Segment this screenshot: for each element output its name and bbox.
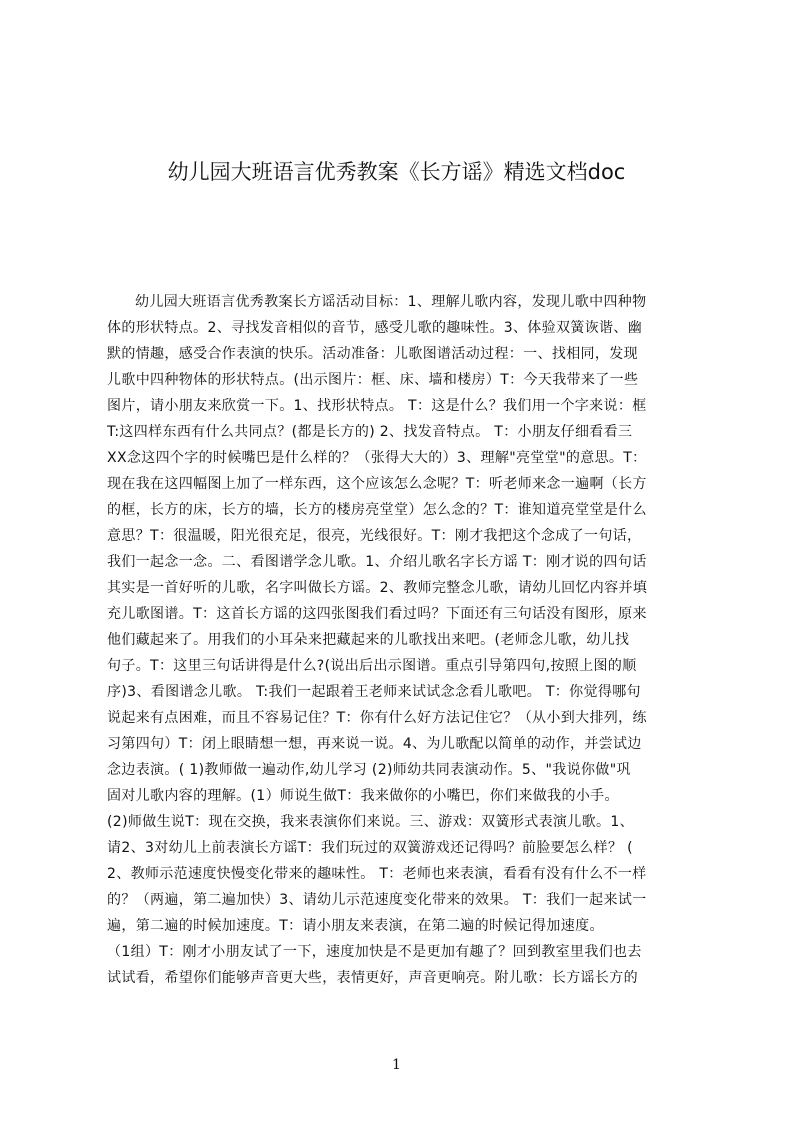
paragraph-line: 遍，第二遍的时候加速度。T：请小朋友来表演，在第二遍的时候记得加速度。 — [107, 918, 604, 934]
paragraph-line: 的框，长方的床，长方的墙，长方的楼房亮堂堂）怎么念的？T：谁知道亮堂堂是什么 — [107, 502, 647, 518]
paragraph-line: 意思？T：很温暖，阳光很充足，很亮，光线很好。T：刚才我把这个念成了一句话， — [107, 528, 642, 544]
paragraph-line: 说起来有点困难，而且不容易记住？T：你有什么好方法记住它？（从小到大排列，练 — [107, 710, 647, 726]
paragraph-line: 他们藏起来了。用我们的小耳朵来把藏起来的儿歌找出来吧。(老师念儿歌，幼儿找 — [107, 632, 630, 648]
paragraph-line: 的？（两遍，第二遍加快）3、请幼儿示范速度变化带来的效果。 T：我们一起来试一 — [107, 892, 647, 908]
paragraph-line: 默的情趣，感受合作表演的快乐。活动准备：儿歌图谱活动过程：一、找相同，发现 — [107, 346, 638, 362]
paragraph-line: T:这四样东西有什么共同点？(都是长方的) 2、找发音特点。 T：小朋友仔细看看三 — [107, 424, 633, 440]
paragraph-line: 现在我在这四幅图上加了一样东西，这个应该怎么念呢？T：听老师来念一遍啊（长方 — [107, 476, 647, 492]
paragraph-line: 体的形状特点。2、寻找发音相似的音节，感受儿歌的趣味性。3、体验双簧诙谐、幽 — [107, 320, 643, 336]
paragraph-line: 我们一起念一念。二、看图谱学念儿歌。1、介绍儿歌名字长方谣 T：刚才说的四句话 — [107, 554, 647, 570]
paragraph-line: 图片，请小朋友来欣赏一下。1、找形状特点。 T：这是什么？我们用一个字来说：框 — [107, 398, 647, 414]
paragraph-line: XX念这四个字的时候嘴巴是什么样的？（张得大大的）3、理解"亮堂堂"的意思。T： — [107, 450, 647, 466]
paragraph-line: 句子。T：这里三句话讲得是什么?(说出后出示图谱。重点引导第四句,按照上图的顺 — [107, 658, 637, 674]
paragraph-line: 儿歌中四种物体的形状特点。(出示图片：框、床、墙和楼房）T：今天我带来了一些 — [107, 372, 639, 388]
paragraph-line: 试试看，希望你们能够声音更大些，表情更好，声音更响亮。附儿歌：长方谣长方的 — [107, 970, 638, 986]
paragraph-line: 序)3、看图谱念儿歌。 T:我们一起跟着王老师来试试念念看儿歌吧。 T：你觉得哪句 — [107, 684, 641, 700]
paragraph-line: 充儿歌图谱。T：这首长方谣的这四张图我们看过吗？下面还有三句话没有图形，原来 — [107, 606, 647, 622]
paragraph-line: 习第四句）T：闭上眼睛想一想，再来说一说。4、为儿歌配以简单的动作，并尝试边 — [107, 736, 642, 752]
page-number: 1 — [392, 1057, 401, 1073]
paragraph-line: 固对儿歌内容的理解。(1）师说生做T：我来做你的小嘴巴，你们来做我的小手。 — [107, 788, 619, 804]
paragraph-line: 请2、3对幼儿上前表演长方谣T：我们玩过的双簧游戏还记得吗？前脸要怎么样？ ( — [107, 840, 633, 856]
paragraph-line: （1组）T：刚才小朋友试了一下，速度加快是不是更加有趣了？回到教室里我们也去 — [107, 944, 642, 960]
page-title: 幼儿园大班语言优秀教案《长方谣》精选文档doc — [167, 160, 626, 185]
paragraph-line: 2、教师示范速度快慢变化带来的趣味性。 T：老师也来表演，看看有没有什么不一样 — [107, 866, 647, 882]
paragraph-line: 幼儿园大班语言优秀教案长方谣活动目标：1、理解儿歌内容，发现儿歌中四种物 — [135, 294, 647, 310]
paragraph-line: (2)师做生说T：现在交换，我来表演你们来说。三、游戏：双簧形式表演儿歌。1、 — [107, 814, 634, 830]
paragraph-line: 其实是一首好听的儿歌，名字叫做长方谣。2、教师完整念儿歌，请幼儿回忆内容并填 — [107, 580, 648, 596]
paragraph-line: 念边表演。( 1)教师做一遍动作,幼儿学习 (2)师幼共同表演动作。5、"我说你做"巩 — [107, 762, 631, 778]
body-text — [107, 289, 698, 991]
